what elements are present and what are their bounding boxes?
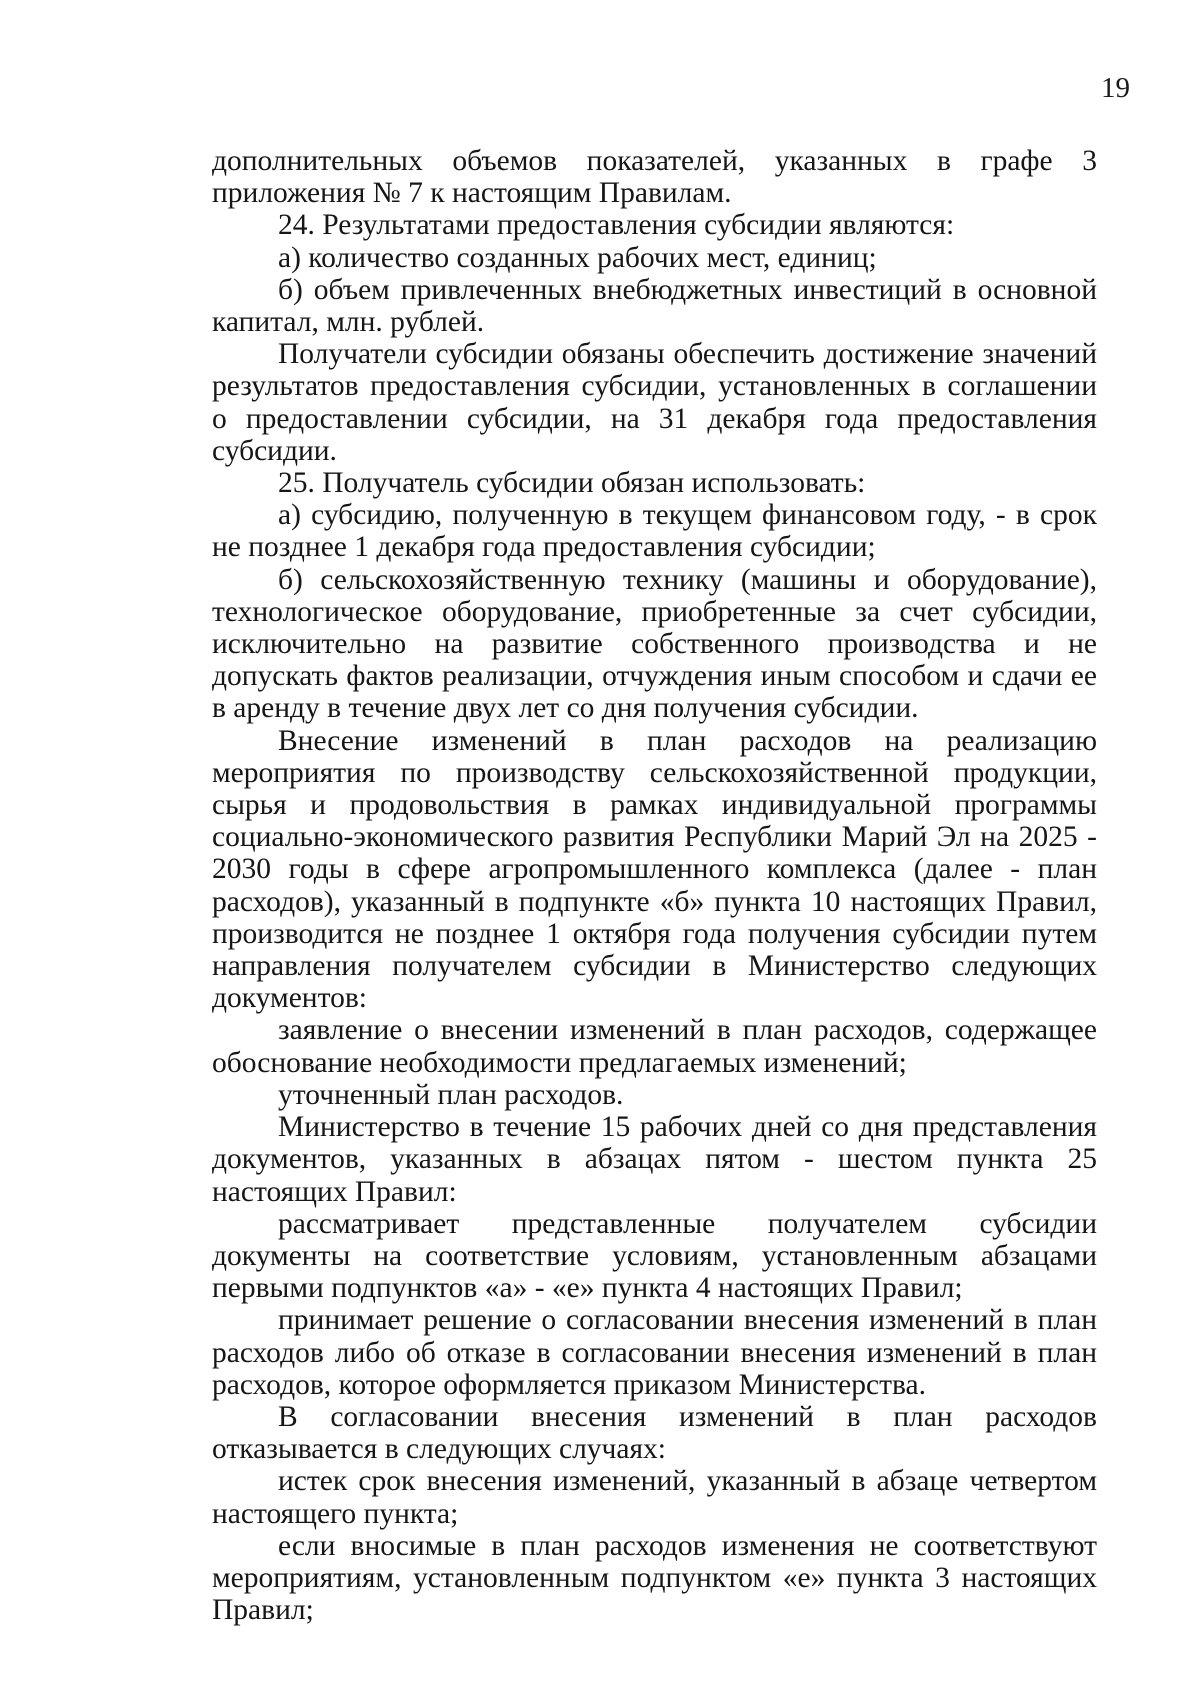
paragraph: Получатели субсидии обязаны обеспечить достижение значений результатов предоставления субсидии, установленных в соглашении о предоставлении субсидии, на 31 декабря года предоставления субсидии. <box>212 338 1097 467</box>
paragraph: принимает решение о согласовании внесения изменений в план расходов либо об отказе в согласовании внесения изменений в план расходов, которое оформляется приказом Министерства. <box>212 1304 1097 1401</box>
document-body <box>212 145 1097 1626</box>
paragraph: Внесение изменений в план расходов на реализацию мероприятия по производству сельскохозяйственной продукции, сырья и продовольствия в рамках индивидуальной программы социально-экономического развития Республики Марий Эл на 2025 - 2030 годы в сфере агропромышленного комплекса (далее - план расходов), указанный в подпункте «б» пункта 10 настоящих Правил, производится не позднее 1 октября года получения субсидии путем направления получателем субсидии в Министерство следующих документов: <box>212 724 1097 1015</box>
paragraph: если вносимые в план расходов изменения не соответствуют мероприятиям, установленным подпунктом «е» пункта 3 настоящих Правил; <box>212 1529 1097 1627</box>
paragraph: а) субсидию, полученную в текущем финансовом году, - в срок не позднее 1 декабря года предоставления субсидии; <box>212 499 1097 564</box>
paragraph: истек срок внесения изменений, указанный в абзаце четвертом настоящего пункта; <box>212 1465 1097 1530</box>
paragraph: б) сельскохозяйственную технику (машины и оборудование), технологическое оборудование, приобретенные за счет субсидии, исключительно на развитие собственного производства и не допускать фактов реализации, отчуждения иным способом и сдачи ее в аренду в течение двух лет со дня получения субсидии. <box>212 563 1097 725</box>
paragraph: 24. Результатами предоставления субсидии являются: <box>278 209 955 242</box>
paragraph: 25. Получатель субсидии обязан использовать: <box>278 467 866 500</box>
paragraph: Министерство в течение 15 рабочих дней со дня представления документов, указанных в абзацах пятом - шестом пункта 25 настоящих Правил: <box>212 1111 1097 1208</box>
paragraph: уточненный план расходов. <box>278 1078 624 1111</box>
page-number: 19 <box>1101 72 1130 104</box>
paragraph: а) количество созданных рабочих мест, единиц; <box>278 241 877 274</box>
paragraph: б) объем привлеченных внебюджетных инвестиций в основной капитал, млн. рублей. <box>212 273 1097 339</box>
paragraph: заявление о внесении изменений в план расходов, содержащее обоснование необходимости предлагаемых изменений; <box>212 1014 1097 1079</box>
paragraph: рассматривает представленные получателем субсидии документы на соответствие условиям, установленным абзацами первыми подпунктов «а» - «е» пункта 4 настоящих Правил; <box>212 1207 1097 1305</box>
paragraph: В согласовании внесения изменений в план расходов отказывается в следующих случаях: <box>212 1400 1097 1466</box>
paragraph: дополнительных объемов показателей, указанных в графе 3 приложения № 7 к настоящим Правилам. <box>212 145 1097 210</box>
